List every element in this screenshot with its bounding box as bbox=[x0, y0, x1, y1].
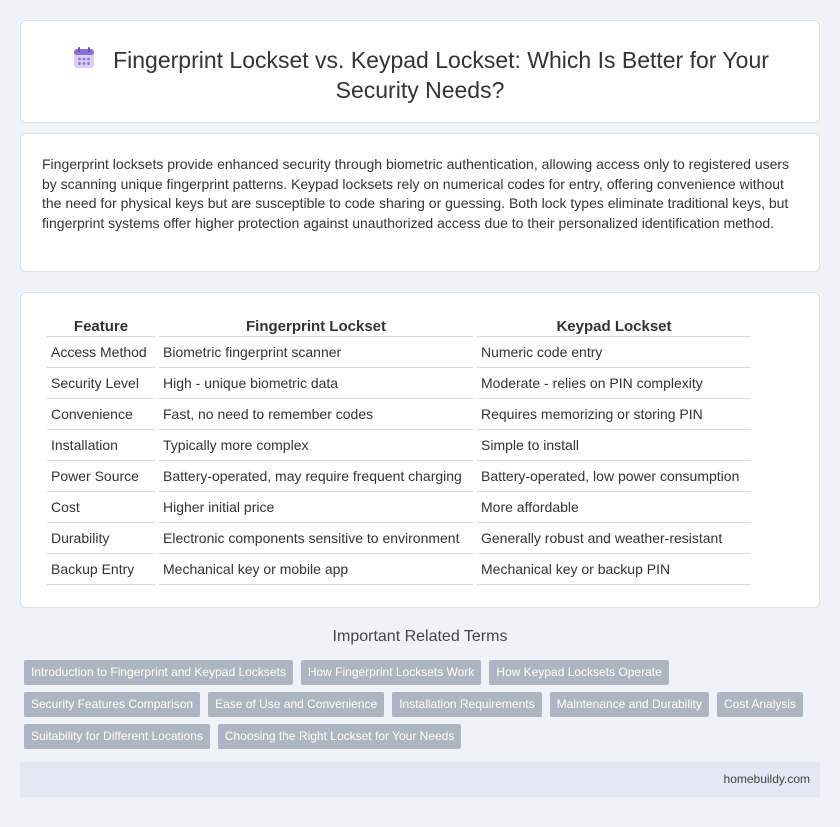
page-title-text: Fingerprint Lockset vs. Keypad Lockset: Which Is Better for Your Security Needs? bbox=[113, 47, 769, 103]
intro-card bbox=[20, 133, 820, 272]
fingerprint-cell: Fast, no need to remember codes bbox=[159, 399, 473, 430]
related-term-tag[interactable]: Security Features Comparison bbox=[24, 692, 200, 717]
fingerprint-cell: Mechanical key or mobile app bbox=[159, 554, 473, 585]
footer-site-link[interactable]: homebuildy.com bbox=[723, 772, 810, 786]
header-keypad: Keypad Lockset bbox=[477, 315, 751, 337]
fingerprint-cell: Typically more complex bbox=[159, 430, 473, 461]
footer-bar bbox=[20, 762, 820, 797]
keypad-cell: Generally robust and weather-resistant bbox=[477, 523, 751, 554]
tag-row bbox=[24, 660, 677, 685]
fingerprint-cell: Battery-operated, may require frequent charging bbox=[159, 461, 473, 492]
related-term-tag[interactable]: Maintenance and Durability bbox=[550, 692, 709, 717]
table-row bbox=[47, 492, 751, 523]
header-fingerprint: Fingerprint Lockset bbox=[159, 315, 473, 337]
keypad-cell: Requires memorizing or storing PIN bbox=[477, 399, 751, 430]
fingerprint-cell: High - unique biometric data bbox=[159, 368, 473, 399]
header-feature: Feature bbox=[47, 315, 155, 337]
feature-cell: Cost bbox=[47, 492, 155, 523]
fingerprint-cell: Biometric fingerprint scanner bbox=[159, 337, 473, 368]
table-row bbox=[47, 337, 751, 368]
feature-cell: Security Level bbox=[47, 368, 155, 399]
comparison-table-card bbox=[20, 292, 820, 608]
keypad-cell: Moderate - relies on PIN complexity bbox=[477, 368, 751, 399]
feature-cell: Durability bbox=[47, 523, 155, 554]
related-term-tag[interactable]: Choosing the Right Lockset for Your Needs bbox=[218, 724, 461, 749]
feature-cell: Access Method bbox=[47, 337, 155, 368]
related-term-tag[interactable]: How Fingerprint Locksets Work bbox=[301, 660, 482, 685]
table-row bbox=[47, 368, 751, 399]
table-row bbox=[47, 461, 751, 492]
related-terms-heading: Important Related Terms bbox=[332, 628, 508, 645]
intro-paragraph: Fingerprint locksets provide enhanced security through biometric authentication, allowing access only to registered users by scanning unique fingerprint patterns. Keypad locksets rely on numerical codes for entry, offering convenience without the need for physical keys but are susceptible to code sharing or guessing. Both lock types eliminate traditional keys, but fingerprint systems offer higher protection against unauthorized access due to their personalized identification method. bbox=[42, 156, 790, 231]
feature-cell: Convenience bbox=[47, 399, 155, 430]
related-term-tag[interactable]: Suitability for Different Locations bbox=[24, 724, 210, 749]
page-title bbox=[21, 45, 819, 105]
fingerprint-cell: Electronic components sensitive to environment bbox=[159, 523, 473, 554]
header-card bbox=[20, 20, 820, 123]
related-term-tag[interactable]: Introduction to Fingerprint and Keypad Locksets bbox=[24, 660, 293, 685]
table-row bbox=[47, 523, 751, 554]
related-term-tag[interactable]: Cost Analysis bbox=[717, 692, 803, 717]
table-row bbox=[47, 430, 751, 461]
feature-cell: Installation bbox=[47, 430, 155, 461]
table-row bbox=[47, 554, 751, 585]
keypad-cell: Mechanical key or backup PIN bbox=[477, 554, 751, 585]
keypad-cell: Battery-operated, low power consumption bbox=[477, 461, 751, 492]
fingerprint-cell: Higher initial price bbox=[159, 492, 473, 523]
feature-cell: Backup Entry bbox=[47, 554, 155, 585]
related-term-tag[interactable]: Installation Requirements bbox=[392, 692, 541, 717]
tag-row bbox=[24, 692, 811, 717]
related-term-tag[interactable]: How Keypad Locksets Operate bbox=[489, 660, 668, 685]
tag-row bbox=[24, 724, 469, 749]
table-header-row bbox=[47, 315, 751, 337]
calendar-grid-icon bbox=[71, 45, 97, 71]
keypad-cell: More affordable bbox=[477, 492, 751, 523]
keypad-cell: Simple to install bbox=[477, 430, 751, 461]
keypad-cell: Numeric code entry bbox=[477, 337, 751, 368]
table-row bbox=[47, 399, 751, 430]
comparison-table bbox=[43, 315, 755, 585]
feature-cell: Power Source bbox=[47, 461, 155, 492]
related-term-tag[interactable]: Ease of Use and Convenience bbox=[208, 692, 384, 717]
